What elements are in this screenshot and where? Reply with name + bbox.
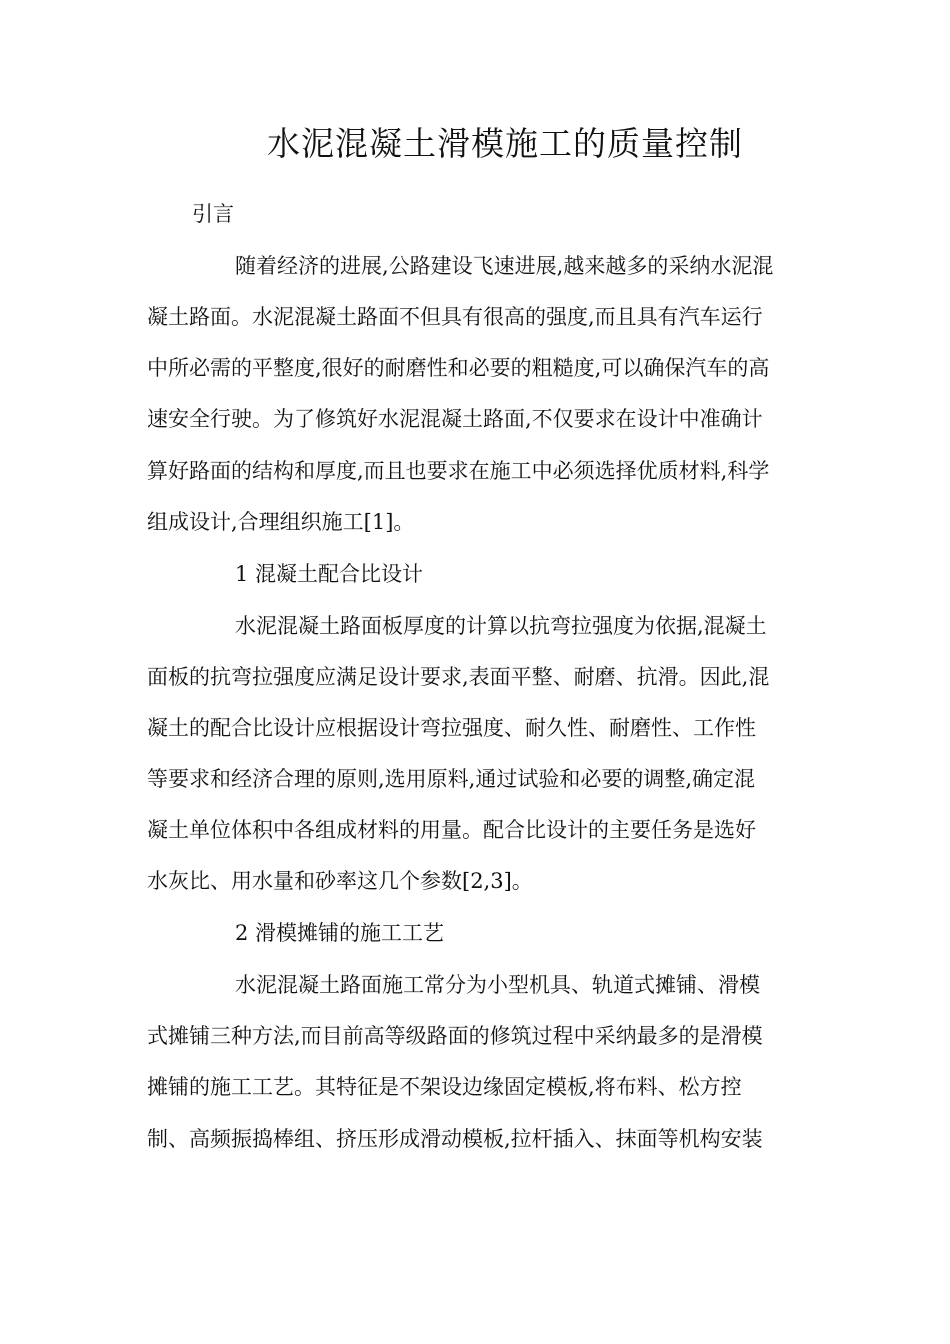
paragraph-line: 水灰比、用水量和砂率这几个参数[2,3]。 [147, 869, 533, 893]
section-heading: 1 混凝土配合比设计 [235, 562, 424, 586]
paragraph-line: 水泥混凝土路面板厚度的计算以抗弯拉强度为依据,混凝土 [235, 614, 767, 638]
paragraph-line: 凝土的配合比设计应根据设计弯拉强度、耐久性、耐磨性、工作性 [147, 716, 756, 740]
paragraph-line: 速安全行驶。为了修筑好水泥混凝土路面,不仅要求在设计中准确计 [147, 407, 763, 431]
paragraph-line: 制、高频振捣棒组、挤压形成滑动模板,拉杆插入、抹面等机构安装 [147, 1127, 763, 1151]
paragraph-line: 式摊铺三种方法,而目前高等级路面的修筑过程中采纳最多的是滑模 [147, 1024, 763, 1048]
paragraph-line: 中所必需的平整度,很好的耐磨性和必要的粗糙度,可以确保汽车的高 [147, 356, 770, 380]
paragraph-line: 凝土单位体积中各组成材料的用量。配合比设计的主要任务是选好 [147, 818, 756, 842]
intro-heading: 引言 [192, 202, 234, 226]
section-heading: 2 滑模摊铺的施工工艺 [235, 921, 445, 945]
paragraph-line: 算好路面的结构和厚度,而且也要求在施工中必须选择优质材料,科学 [147, 459, 770, 483]
document-title: 水泥混凝土滑模施工的质量控制 [267, 124, 743, 163]
paragraph-line: 组成设计,合理组织施工[1]。 [147, 510, 415, 534]
paragraph-line: 面板的抗弯拉强度应满足设计要求,表面平整、耐磨、抗滑。因此,混 [147, 665, 770, 689]
paragraph-line: 凝土路面。水泥混凝土路面不但具有很高的强度,而且具有汽车运行 [147, 305, 763, 329]
paragraph-line: 随着经济的进展,公路建设飞速进展,越来越多的采纳水泥混 [235, 254, 774, 278]
paragraph-line: 等要求和经济合理的原则,选用原料,通过试验和必要的调整,确定混 [147, 767, 756, 791]
paragraph-line: 摊铺的施工工艺。其特征是不架设边缘固定模板,将布料、松方控 [147, 1075, 742, 1099]
paragraph-line: 水泥混凝土路面施工常分为小型机具、轨道式摊铺、滑模 [235, 973, 760, 997]
